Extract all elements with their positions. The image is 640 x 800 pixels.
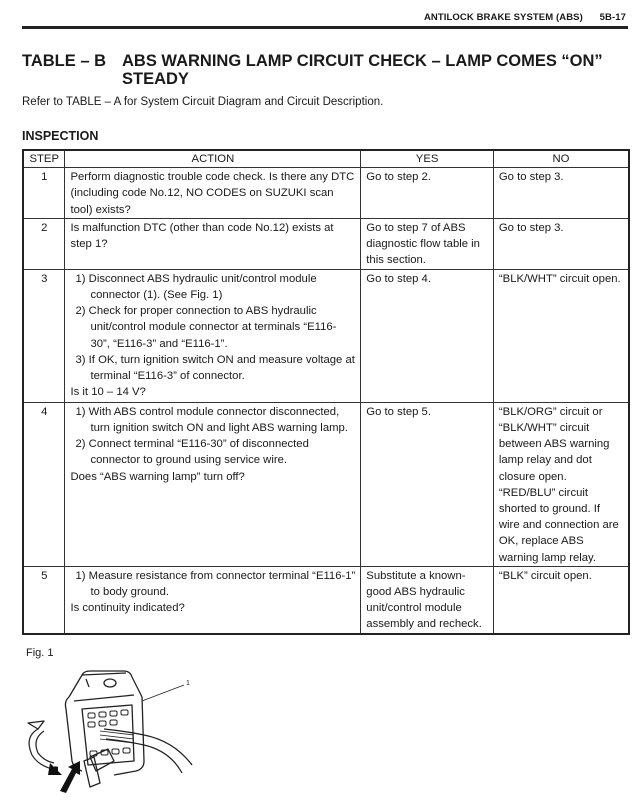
column-header-action: ACTION — [65, 150, 361, 168]
yes-cell: Go to step 7 of ABS diagnostic flow table in this section. — [361, 218, 494, 269]
step-number: 4 — [23, 402, 65, 566]
figure-callout-number: 1 — [186, 680, 190, 687]
yes-cell: Go to step 4. — [361, 269, 494, 402]
title-table-label: TABLE – B — [22, 52, 107, 70]
header-section-title: ANTILOCK BRAKE SYSTEM (ABS) — [423, 12, 583, 23]
action-question: Perform diagnostic trouble code check. Is there any DTC (including code No.12, NO CODES on SUZUKI scan tool) exists? — [70, 171, 355, 216]
action-question: Is it 10 – 14 V? — [70, 386, 146, 399]
action-question: Is continuity indicated? — [70, 602, 185, 615]
yes-cell: Go to step 5. — [361, 402, 494, 566]
no-cell: Go to step 3. — [493, 168, 629, 219]
yes-cell: Go to step 2. — [361, 168, 494, 219]
table-row — [23, 566, 629, 633]
no-cell: Go to step 3. — [493, 218, 629, 269]
title-line-1: ABS WARNING LAMP CIRCUIT CHECK – LAMP COMES “ON” — [122, 52, 603, 70]
header-rule — [22, 26, 628, 29]
figure-label: Fig. 1 — [26, 647, 54, 659]
no-cell: “BLK/ORG” circuit or “BLK/WHT” circuit between ABS warning lamp relay and dot closure open. “RED/BLU” circuit shorted to ground. If wire and connection are OK, replace ABS warning lamp relay. — [493, 402, 629, 566]
page-title — [22, 52, 603, 88]
table-row — [23, 269, 629, 402]
action-item: 2) Check for proper connection to ABS hydraulic unit/control module connector at terminals “E116-30”, “E116-3” and “E116-1”. — [75, 305, 337, 350]
header-page-number: 5B-17 — [599, 12, 626, 23]
action-item: 3) If OK, turn ignition switch ON and measure voltage at terminal “E116-3” of connector. — [75, 353, 355, 383]
section-title: INSPECTION — [22, 129, 99, 143]
intro-text: Refer to TABLE – A for System Circuit Diagram and Circuit Description. — [22, 96, 384, 108]
column-header-no: NO — [493, 150, 629, 168]
connector-illustration — [14, 665, 214, 795]
action-question: Is malfunction DTC (other than code No.12) exists at step 1? — [70, 221, 334, 251]
no-cell: “BLK/WHT” circuit open. — [493, 269, 629, 402]
action-cell — [65, 566, 361, 633]
action-cell — [65, 168, 361, 219]
table-row — [23, 218, 629, 269]
table-header-row — [23, 150, 629, 168]
title-line-2: STEADY — [122, 70, 189, 88]
action-cell — [65, 218, 361, 269]
action-item: 1) Disconnect ABS hydraulic unit/control module connector (1). (See Fig. 1) — [75, 272, 317, 302]
table-row — [23, 402, 629, 566]
no-cell: “BLK” circuit open. — [493, 566, 629, 633]
inspection-table — [22, 149, 630, 635]
column-header-step: STEP — [23, 150, 65, 168]
action-item: 2) Connect terminal “E116-30” of disconnected connector to ground using service wire. — [75, 438, 309, 467]
column-header-yes: YES — [361, 150, 494, 168]
step-number: 3 — [23, 269, 65, 402]
step-number: 5 — [23, 566, 65, 633]
action-item: 1) With ABS control module connector disconnected, turn ignition switch ON and light ABS warning lamp. — [75, 405, 348, 435]
action-item: 1) Measure resistance from connector terminal “E116-1” to body ground. — [75, 569, 356, 599]
action-cell — [65, 402, 361, 566]
action-cell — [65, 269, 361, 402]
running-header — [424, 12, 626, 23]
yes-cell: Substitute a known-good ABS hydraulic unit/control module assembly and recheck. — [361, 566, 494, 633]
table-row — [23, 168, 629, 219]
action-question: Does “ABS warning lamp” turn off? — [70, 470, 245, 483]
step-number: 2 — [23, 218, 65, 269]
step-number: 1 — [23, 168, 65, 219]
